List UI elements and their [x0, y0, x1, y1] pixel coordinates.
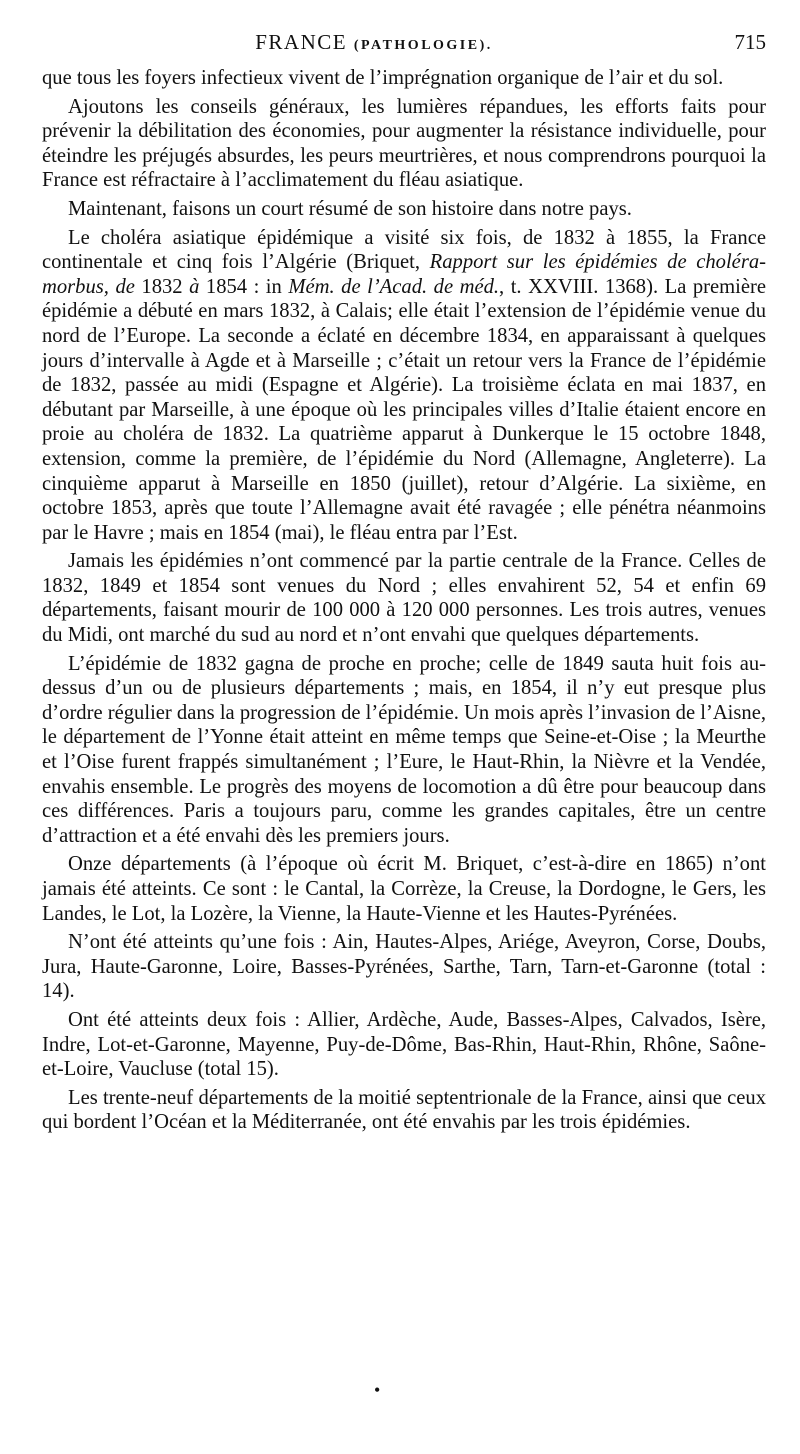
paragraph-5: Jamais les épidémies n’ont commencé par la partie centrale de la France. Celles de 1832, 1849 et 1854 sont venues du Nord ; elles envahirent 52, 54 et enfin 69 départements, faisant mourir de 100 000 à 120 000 personnes. Les trois autres, venues du Midi, ont marché du sud au nord et n’ont envahi que quelques départements.: [42, 550, 766, 647]
paragraph-4-text-a: Le choléra asiatique épidémique a visité six fois, de 1832 à 1855, la France continentale et cinq fois l’Algérie (Briquet,: [42, 226, 766, 274]
running-head-subtitle: (PATHOLOGIE).: [353, 38, 493, 53]
paragraph-3: Maintenant, faisons un court résumé de son histoire dans notre pays.: [68, 197, 632, 220]
page-header: [42, 26, 766, 66]
paragraph-4-text-g: , t. XXVIII. 1368). La première épidémie a débuté en mars 1832, à Calais; elle était l’extension de l’épidémie venue du nord de l’Europe. La seconde a éclaté en décembre 1834, en apparaissant à quelques jours d’intervalle à Agde et à Marseille ; c’était un retour vers la France de l’épidémie de 1832, passée au midi (Espagne et Algérie). La troisième éclata en mai 1837, en débutant par Marseille, à une époque où les principales villes d’Italie étaient encore en proie au choléra de 1832. La quatrième apparut à Dunkerque le 15 octobre 1848, extension, comme la première, de l’épidémie du Nord (Allemagne, Angleterre). La cinquième apparut à Marseille en 1850 (juillet), retour d’Algérie. La sixième, en octobre 1853, après que toute l’Allemagne avait été ravagée ; elle pénétra néanmoins par le Havre ; mais en 1854 (mai), le fléau entra par l’Est.: [42, 275, 767, 544]
paragraph-4-text-c: 1832: [134, 275, 190, 298]
running-head: [42, 30, 706, 55]
page-number: 715: [734, 30, 766, 54]
citation-journal: Mém. de l’Acad. de méd.: [288, 275, 500, 298]
paragraph-6: L’épidémie de 1832 gagna de proche en proche; celle de 1849 sauta huit fois au-dessus d’un ou de plusieurs départements ; mais, en 1854, il n’y eut presque plus d’ordre régulier dans la progression de l’épidémie. Un mois après l’invasion de l’Aisne, le département de l’Yonne était atteint en même temps que Seine-et-Oise ; la Meurthe et l’Oise furent frappés simultanément ; l’Eure, le Haut-Rhin, la Nièvre et la Vendée, envahis ensemble. Le progrès des moyens de locomotion a dû être pour beaucoup dans ces différences. Paris a toujours paru, comme les grandes capitales, être un centre d’attraction et a été envahi dès les premiers jours.: [42, 652, 767, 847]
paragraph-2: Ajoutons les conseils généraux, les lumières répandues, les efforts faits pour prévenir la débilitation des économies, pour augmenter la résistance individuelle, pour éteindre les préjugés absurdes, les peurs meurtrières, et nous comprendrons pourquoi la France est réfractaire à l’acclimatement du fléau asiatique.: [42, 95, 766, 192]
paragraph-4: [42, 226, 766, 546]
running-head-title: FRANCE: [255, 30, 348, 54]
citation-title: Rapport sur les épidémies de choléra-morbus, de: [42, 251, 766, 298]
paragraph-8: N’ont été atteints qu’une fois : Ain, Hautes-Alpes, Ariége, Aveyron, Corse, Doubs, Jura, Haute-Garonne, Loire, Basses-Pyrénées, Sarthe, Tarn, Tarn-et-Garonne (total : 14).: [42, 931, 766, 1003]
citation-connector: à: [189, 275, 200, 298]
paragraph-9: Ont été atteints deux fois : Allier, Ardèche, Aude, Basses-Alpes, Calvados, Isère, Indre, Lot-et-Garonne, Mayenne, Puy-de-Dôme, Bas-Rhin, Haut-Rhin, Rhône, Saône-et-Loire, Vaucluse (total 15).: [42, 1008, 766, 1081]
paragraph-4-text-e: 1854 : in: [199, 275, 289, 298]
footer-mark: •: [374, 1380, 381, 1400]
paragraph-1: que tous les foyers infectieux vivent de l’imprégnation organique de l’air et du sol.: [42, 67, 724, 89]
paragraph-7: Onze départements (à l’époque où écrit M. Briquet, c’est-à-dire en 1865) n’ont jamais été atteints. Ce sont : le Cantal, la Corrèze, la Creuse, la Dordogne, le Gers, les Landes, le Lot, la Lozère, la Vienne, la Haute-Vienne et les Hautes-Pyrénées.: [42, 853, 766, 925]
body-text: [42, 66, 766, 1135]
paragraph-10: Les trente-neuf départements de la moitié septentrionale de la France, ainsi que ceux qui bordent l’Océan et la Méditerranée, ont été envahis par les trois épidémies.: [42, 1086, 766, 1134]
